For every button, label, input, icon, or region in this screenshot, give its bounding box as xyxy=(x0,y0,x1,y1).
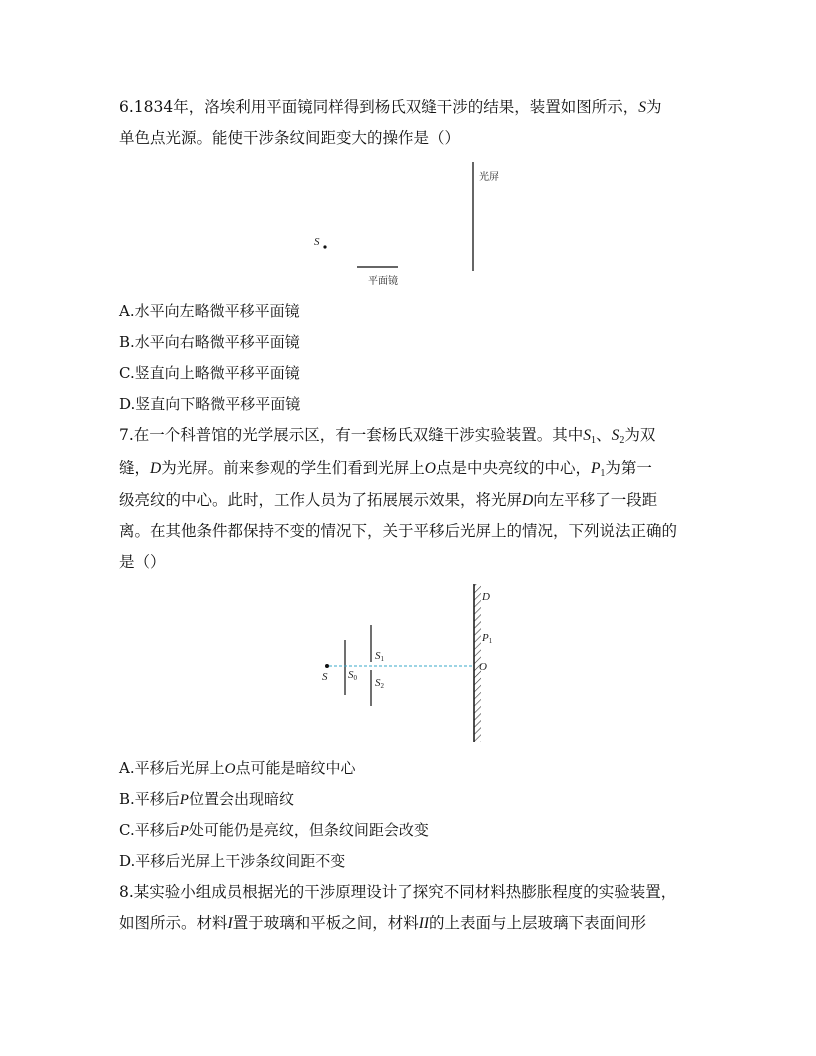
q7-text-line-4: 离。在其他条件都保持不变的情况下，关于平移后光屏上的情况，下列说法正确的 xyxy=(119,522,678,540)
var-d-2: D xyxy=(522,492,534,509)
q6-option-d[interactable]: D.竖直向下略微平移平面镜 xyxy=(119,395,301,413)
q6-text-line-1: 6.1834年，洛埃利用平面镜同样得到杨氏双缝干涉的结果，装置如图所示，S为 xyxy=(119,98,662,116)
point-source-dot xyxy=(323,245,326,248)
q7-option-b[interactable]: B.平移后P位置会出现暗纹 xyxy=(119,790,294,808)
q8-text-line-2: 如图所示。材料I置于玻璃和平板之间，材料II的上表面与上层玻璃下表面间形 xyxy=(119,914,647,932)
label-p1: P1 xyxy=(482,632,493,645)
q7-double-slit-figure xyxy=(310,580,510,748)
var-d: D xyxy=(150,460,162,477)
q7-text-line-2: 缝，D为光屏。前来参观的学生们看到光屏上O点是中央亮纹的中心，$P_1$为第一 xyxy=(119,459,652,479)
q6-text-line-2: 单色点光源。能使干涉条纹间距变大的操作是（） xyxy=(119,129,461,147)
q6-lloyd-mirror-figure xyxy=(300,158,520,290)
var-p1: $P_1$ xyxy=(590,460,606,479)
q6-option-c[interactable]: C.竖直向上略微平移平面镜 xyxy=(119,364,300,382)
label-d: D xyxy=(482,591,490,603)
q6-option-b[interactable]: B.水平向右略微平移平面镜 xyxy=(119,333,300,351)
screen-label: 光屏 xyxy=(479,172,499,183)
label-s0: S0 xyxy=(348,669,357,682)
var-ii: II xyxy=(418,915,430,932)
var-s1: $S_1$ xyxy=(583,427,597,446)
q8-text-line-1: 8.某实验小组成员根据光的干涉原理设计了探究不同材料热膨胀程度的实验装置， xyxy=(119,883,677,901)
var-s2: $S_2$ xyxy=(611,427,625,446)
var-s: S xyxy=(638,99,646,116)
var-o: O xyxy=(424,460,436,477)
q7-option-c[interactable]: C.平移后P处可能仍是亮纹，但条纹间距会改变 xyxy=(119,821,429,839)
q7-text-line-1: 7.在一个科普馆的光学展示区，有一套杨氏双缝干涉实验装置。其中$S_1$、$S_2$为双 xyxy=(119,426,656,446)
source-label: S xyxy=(314,236,320,248)
q7-text-line-5: 是（） xyxy=(119,553,166,571)
label-s2: S2 xyxy=(375,677,384,690)
q7-option-d[interactable]: D.平移后光屏上干涉条纹间距不变 xyxy=(119,852,346,870)
q6-option-a[interactable]: A.水平向左略微平移平面镜 xyxy=(119,302,300,320)
label-s1: S1 xyxy=(375,650,384,663)
mirror-label: 平面镜 xyxy=(368,276,398,287)
label-s: S xyxy=(322,671,328,683)
source-s-dot xyxy=(325,664,329,668)
var-i: I xyxy=(227,915,233,932)
q7-text-line-3: 级亮纹的中心。此时，工作人员为了拓展展示效果，将光屏D向左平移了一段距 xyxy=(119,491,658,509)
label-o: O xyxy=(479,661,487,673)
q7-option-a[interactable]: A.平移后光屏上O点可能是暗纹中心 xyxy=(119,759,356,777)
